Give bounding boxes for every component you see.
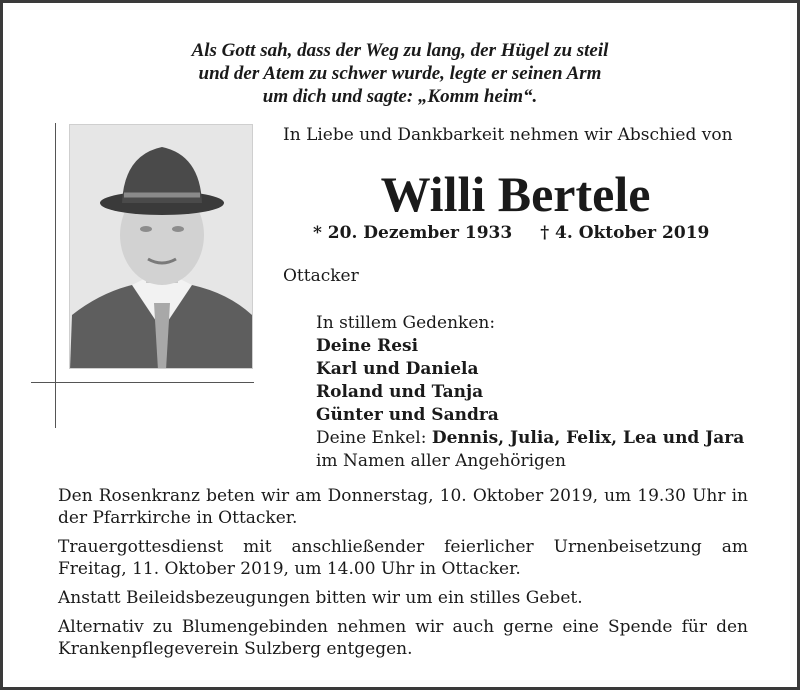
portrait-photo: [69, 124, 253, 369]
deceased-name: Willi Bertele: [380, 166, 651, 222]
paragraph-donation: Alternativ zu Blumengebinden nehmen wir auch gerne eine Spende für den Krankenpflegeverein Sulzberg entgegen.: [58, 617, 748, 659]
life-dates: [313, 223, 709, 243]
grandchildren-prefix: Deine Enkel:: [316, 428, 432, 448]
mourners-closing: im Namen aller Angehörigen: [316, 451, 566, 471]
poem: [3, 39, 797, 108]
grandchildren-names: Dennis, Julia, Felix, Lea und Jara: [431, 428, 745, 448]
paragraph-funeral-service: Trauergottesdienst mit anschließender feierlicher Urnenbeisetzung am Freitag, 11. Oktober 2019, um 14.00 Uhr in Ottacker.: [58, 537, 748, 579]
decorative-horizontal-line: [31, 382, 254, 383]
mourners-list: [316, 312, 744, 473]
service-details: [58, 485, 748, 667]
mourner-name: Roland und Tanja: [316, 382, 484, 402]
birth-date: * 20. Dezember 1933: [313, 223, 513, 243]
poem-line: und der Atem zu schwer wurde, legte er seinen Arm: [198, 63, 602, 84]
grandchildren-line: [316, 427, 744, 450]
intro-text: In Liebe und Dankbarkeit nehmen wir Abschied von: [283, 125, 733, 145]
place-name: Ottacker: [283, 266, 359, 286]
mourner-name: Günter und Sandra: [316, 405, 499, 425]
mourner-name: Karl und Daniela: [316, 359, 479, 379]
poem-line: Als Gott sah, dass der Weg zu lang, der Hügel zu steil: [191, 40, 609, 61]
mourner-name: Deine Resi: [316, 336, 419, 356]
paragraph-condolences: Anstatt Beileidsbezeugungen bitten wir um ein stilles Gebet.: [58, 588, 583, 608]
death-date: † 4. Oktober 2019: [540, 223, 710, 243]
mourners-heading: In stillem Gedenken:: [316, 313, 496, 333]
paragraph-rosary: Den Rosenkranz beten wir am Donnerstag, 10. Oktober 2019, um 19.30 Uhr in der Pfarrkirche in Ottacker.: [58, 486, 748, 528]
poem-line: um dich und sagte: „Komm heim“.: [262, 86, 538, 107]
